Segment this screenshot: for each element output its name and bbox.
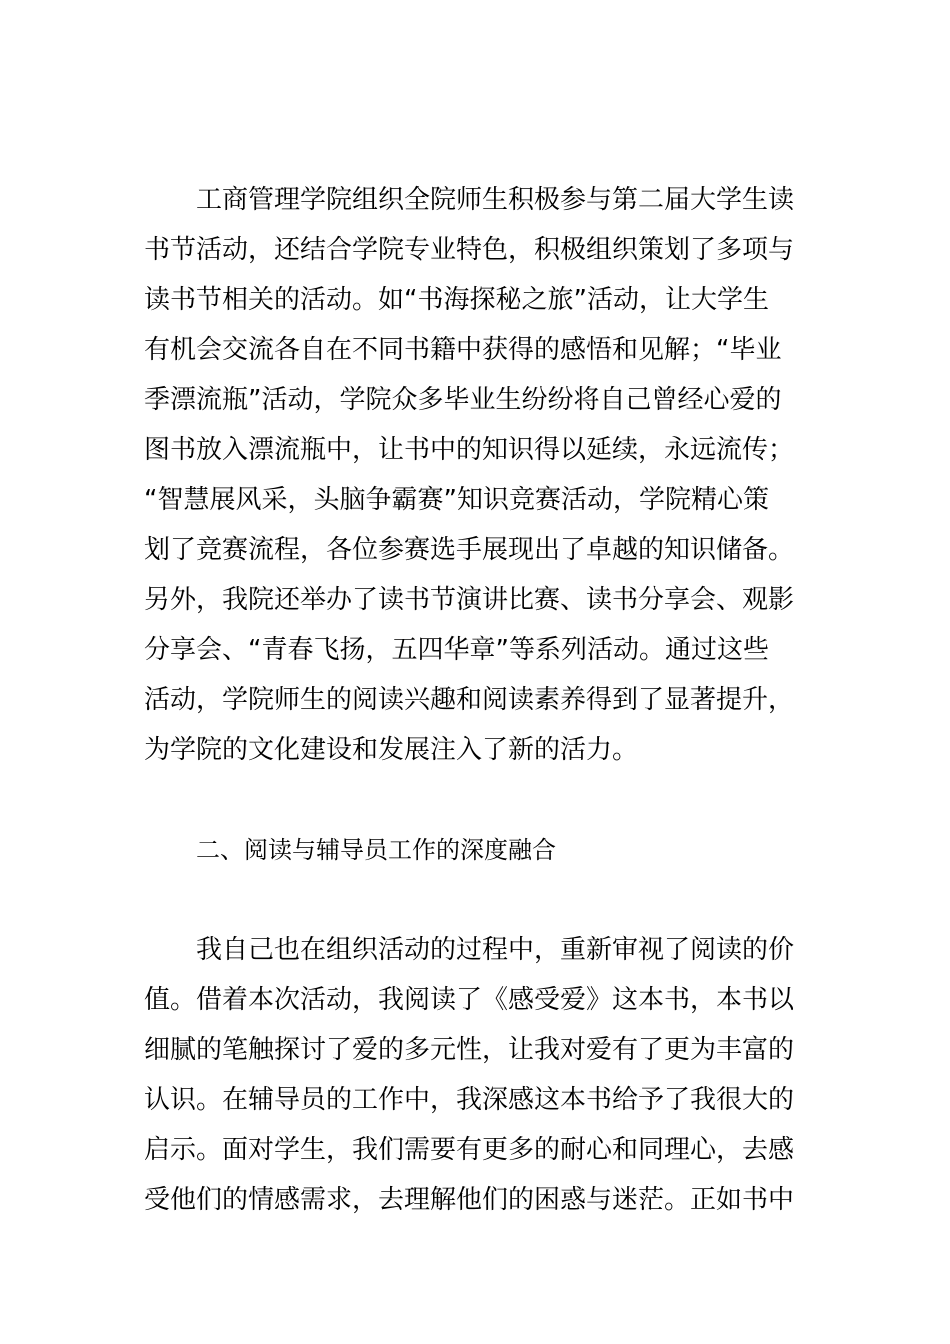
paragraph-line: 分享会、“青春飞扬，五四华章”等系列活动。通过这些: [144, 635, 769, 665]
section-heading: 二、阅读与辅导员工作的深度融合: [196, 836, 556, 864]
paragraph-line: 我自己也在组织活动的过程中，重新审视了阅读的价: [196, 935, 795, 965]
paragraph-line: 工商管理学院组织全院师生积极参与第二届大学生读: [196, 185, 795, 215]
paragraph-line: 有机会交流各自在不同书籍中获得的感悟和见解；“毕业: [144, 335, 782, 365]
paragraph-line: “智慧展风采，头脑争霸赛”知识竞赛活动，学院精心策: [144, 485, 769, 515]
paragraph-line: 读书节相关的活动。如“书海探秘之旅”活动，让大学生: [144, 285, 769, 315]
paragraph-line: 季漂流瓶”活动，学院众多毕业生纷纷将自己曾经心爱的: [144, 385, 782, 415]
paragraph-line: 值。借着本次活动，我阅读了《感受爱》这本书，本书以: [144, 985, 795, 1015]
paragraph-line: 为学院的文化建设和发展注入了新的活力。: [144, 735, 639, 765]
paragraph-line: 书节活动，还结合学院专业特色，积极组织策划了多项与: [144, 235, 795, 265]
paragraph-line: 活动，学院师生的阅读兴趣和阅读素养得到了显著提升，: [144, 685, 795, 715]
paragraph-line: 启示。面对学生，我们需要有更多的耐心和同理心，去感: [144, 1135, 795, 1165]
paragraph-line: 受他们的情感需求，去理解他们的困惑与迷茫。正如书中: [144, 1185, 795, 1215]
paragraph-line: 另外，我院还举办了读书节演讲比赛、读书分享会、观影: [144, 585, 795, 615]
paragraph-line: 图书放入漂流瓶中，让书中的知识得以延续，永远流传；: [144, 435, 795, 465]
paragraph-line: 细腻的笔触探讨了爱的多元性，让我对爱有了更为丰富的: [144, 1035, 795, 1065]
paragraph-line: 认识。在辅导员的工作中，我深感这本书给予了我很大的: [144, 1085, 795, 1115]
paragraph-line: 划了竞赛流程，各位参赛选手展现出了卓越的知识储备。: [144, 535, 795, 565]
